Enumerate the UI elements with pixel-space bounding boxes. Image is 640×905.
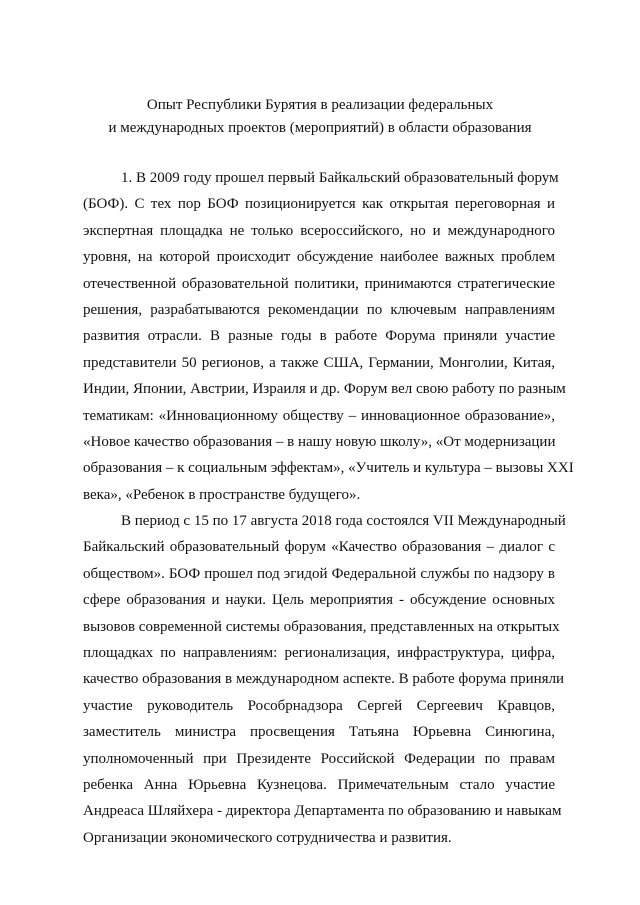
document-body [83, 165, 574, 851]
paragraph-2-line: Байкальский образовательный форум «Качество образования – диалог с [83, 539, 555, 556]
paragraph-2-line: ребенка Анна Юрьевна Кузнецова. Примечательным стало участие [83, 776, 555, 793]
document-title-line-1: Опыт Республики Бурятия в реализации федеральных [146, 97, 494, 113]
paragraph-1-line: отечественной образовательной политики, принимаются стратегические [83, 275, 555, 292]
paragraph-2-line: Андреаса Шляйхера - директора Департамента по образованию и навыкам [83, 803, 562, 820]
paragraph-1-line: экспертная площадка не только всероссийского, но и международного [83, 222, 555, 239]
paragraph-2-line: вызовов современной системы образования, представленных на открытых [83, 618, 560, 635]
paragraph-2-line: В период с 15 по 17 августа 2018 года состоялся VII Международный [121, 513, 566, 530]
paragraph-2-line: площадках по направлениям: регионализация, инфраструктура, цифра, [83, 645, 555, 662]
paragraph-1-line: развития отрасли. В разные годы в работе Форума приняли участие [83, 328, 555, 345]
paragraph-2-line: обществом». БОФ прошел под эгидой Федеральной службы по надзору в [83, 565, 555, 582]
document-title-line-2: и международных проектов (мероприятий) в области образования [108, 120, 532, 136]
paragraph-1-line: (БОФ). С тех пор БОФ позиционируется как открытая переговорная и [83, 196, 555, 213]
paragraph-1-line: 1. В 2009 году прошел первый Байкальский образовательный форум [121, 170, 559, 186]
paragraph-2-line: уполномоченный при Президенте Российской Федерации по правам [83, 750, 555, 767]
paragraph-1-line: «Новое качество образования – в нашу новую школу», «От модернизации [83, 433, 556, 450]
paragraph-1-line: образования – к социальным эффектам», «Учитель и культура – вызовы XXI [83, 460, 574, 477]
paragraph-1-line: тематикам: «Инновационному обществу – инновационное образование», [83, 407, 555, 424]
paragraph-2-line: участие руководитель Рособрнадзора Сергей Сергеевич Кравцов, [83, 697, 555, 714]
paragraph-2-line: сфере образования и науки. Цель мероприятия - обсуждение основных [83, 592, 555, 609]
paragraph-1-line: представители 50 регионов, а также США, Германии, Монголии, Китая, [83, 354, 555, 371]
paragraph-1-line: решения, разрабатываются рекомендации по ключевым направлениям [83, 301, 555, 318]
paragraph-2-line: качество образования в международном аспекте. В работе форума приняли [83, 671, 565, 688]
paragraph-2-line: заместитель министра просвещения Татьяна Юрьевна Синюгина, [83, 724, 555, 741]
paragraph-1-line: Индии, Японии, Австрии, Израиля и др. Форум вел свою работу по разным [83, 381, 566, 398]
paragraph-1-line: века», «Ребенок в пространстве будущего». [83, 486, 361, 503]
paragraph-1-line: уровня, на которой происходит обсуждение наиболее важных проблем [83, 249, 555, 266]
paragraph-2-line: Организации экономического сотрудничества и развития. [83, 829, 452, 846]
